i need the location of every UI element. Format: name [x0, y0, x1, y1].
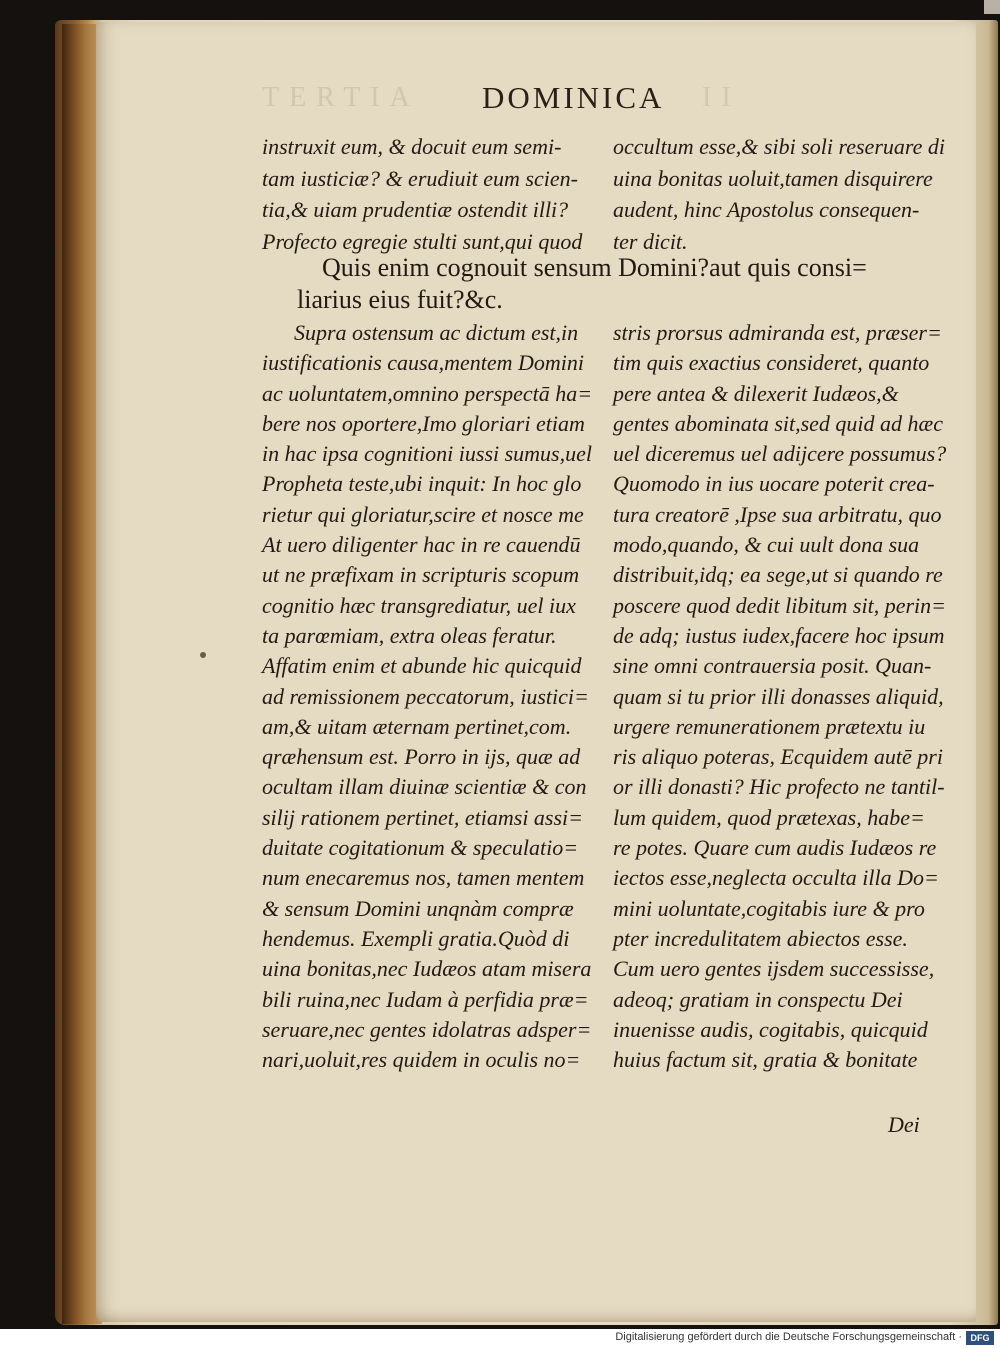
text-line: am,& uitam æternam pertinet,com. [262, 713, 572, 739]
text-line: ac uoluntatem,omnino perspectā ha= [262, 380, 593, 406]
catchword: Dei [888, 1112, 920, 1137]
text-line: silij rationem pertinet, etiamsi assi= [262, 804, 584, 830]
text-line: modo,quando, & cui uult dona sua [613, 532, 920, 558]
text-line: uina bonitas,nec Iudæos atam misera [262, 956, 592, 982]
text-line: nari,uoluit,res quidem in oculis no= [262, 1047, 581, 1073]
text-line: occultum esse,& sibi soli reseruare di [613, 134, 945, 159]
text-line: seruare,nec gentes idolatras adsper= [262, 1016, 592, 1042]
text-line: pere antea & dilexerit Iudæos,& [613, 380, 899, 406]
heading-line: liarius eius fuit?&c. [297, 285, 503, 314]
text-line: ris aliquo poteras, Ecquidem autē pri [613, 744, 943, 770]
text-line: ut ne præfixam in scripturis scopum [262, 562, 580, 588]
ink-spot [200, 652, 206, 658]
text-line: tura creatorē ,Ipse sua arbitratu, quo [613, 501, 942, 527]
show-through-text-right: II [702, 82, 741, 113]
text-line: uina bonitas uoluit,tamen disquirere [613, 165, 933, 191]
text-line: sine omni contrauersia posit. Quan- [613, 653, 932, 679]
funding-credit: Digitalisierung gefördert durch die Deutsche Forschungsgemeinschaft · [615, 1331, 962, 1343]
text-line: gentes abominata sit,sed quid ad hæc [613, 410, 943, 436]
text-line: distribuit,idq; ea sege,ut si quando re [613, 562, 943, 588]
text-line: re potes. Quare cum audis Iudæos re [613, 835, 937, 861]
left-column-main [262, 318, 592, 1075]
text-line: ta parœmiam, extra oleas feratur. [262, 622, 557, 648]
text-line: adeoq; gratiam in conspectu Dei [613, 986, 903, 1012]
text-line: Profecto egregie stulti sunt,qui quod [262, 228, 583, 254]
text-line: Affatim enim et abunde hic quicquid [262, 653, 582, 679]
text-line: audent, hinc Apostolus consequen- [613, 197, 920, 222]
text-line: hendemus. Exempli gratia.Quòd di [262, 925, 570, 951]
text-line: quam si tu prior illi donasses aliquid, [613, 683, 944, 709]
text-line: At uero diligenter hac in re cauendū [262, 532, 581, 558]
text-line: bili ruina,nec Iudam à perfidia præ= [262, 986, 589, 1012]
text-line: qræhensum est. Porro in ijs, quæ ad [262, 744, 581, 770]
running-head: DOMINICA [482, 80, 665, 115]
text-line: cognitio hæc transgrediatur, uel iux [262, 592, 576, 618]
text-line: bere nos oportere,Imo gloriari etiam [262, 410, 585, 436]
text-line: Cum uero gentes ijsdem successisse, [613, 956, 935, 982]
text-line: duitate cogitationum & speculatio= [262, 835, 579, 861]
text-line: inuenisse audis, cogitabis, quicquid [613, 1016, 928, 1042]
text-line: huius factum sit, gratia & bonitate [613, 1047, 918, 1073]
text-line: ad remissionem peccatorum, iustici= [262, 683, 589, 709]
right-column-main [613, 318, 946, 1075]
text-line: in hac ipsa cognitioni iussi sumus,uel [262, 441, 592, 467]
text-line: Propheta teste,ubi inquit: In hoc glo [262, 471, 582, 497]
text-line: tim quis exactius consideret, quanto [613, 350, 930, 376]
right-column-top [613, 131, 945, 257]
text-line: Supra ostensum ac dictum est,in [294, 320, 579, 345]
text-line: lum quidem, quod prætexas, habe= [613, 804, 925, 830]
text-line: Quomodo in ius uocare poterit crea- [613, 471, 935, 497]
text-line: instruxit eum, & docuit eum semi- [262, 134, 562, 159]
text-line: urgere remunerationem prætextu iu [613, 713, 926, 739]
text-line: tia,& uiam prudentiæ ostendit illi? [262, 197, 569, 222]
left-column-top [262, 131, 582, 257]
text-line: iectos esse,neglecta occulta illa Do= [613, 865, 939, 891]
scripture-heading [297, 252, 867, 316]
text-line: pter incredulitatem abiectos esse. [613, 925, 908, 951]
text-line: & sensum Domini unqnàm compræ [262, 895, 574, 921]
text-line: ocultam illam diuinæ scientiæ & con [262, 774, 587, 800]
footer-bar [0, 1329, 1000, 1349]
text-line: uel diceremus uel adijcere possumus? [613, 441, 947, 467]
dfg-logo-icon: DFG [966, 1331, 994, 1345]
text-line: ter dicit. [613, 228, 688, 254]
text-line: or illi donasti? Hic profecto ne tantil- [613, 774, 945, 800]
text-line: rietur qui gloriatur,scire et nosce me [262, 501, 584, 527]
text-line: iustificationis causa,mentem Domini [262, 350, 585, 376]
text-line: mini uoluntate,cogitabis iure & pro [613, 895, 925, 921]
heading-line: Quis enim cognouit sensum Domini?aut quis consi= [322, 253, 867, 282]
text-line: poscere quod dedit libitum sit, perin= [613, 592, 946, 618]
corner-marker [984, 0, 1000, 14]
text-line: stris prorsus admiranda est, præser= [613, 320, 942, 345]
text-line: tam iusticiæ? & erudiuit eum scien- [262, 165, 578, 191]
text-line: num enecaremus nos, tamen mentem [262, 865, 585, 891]
show-through-text-left: TERTIA [262, 82, 420, 113]
text-line: de adq; iustus iudex,facere hoc ipsum [613, 622, 945, 648]
